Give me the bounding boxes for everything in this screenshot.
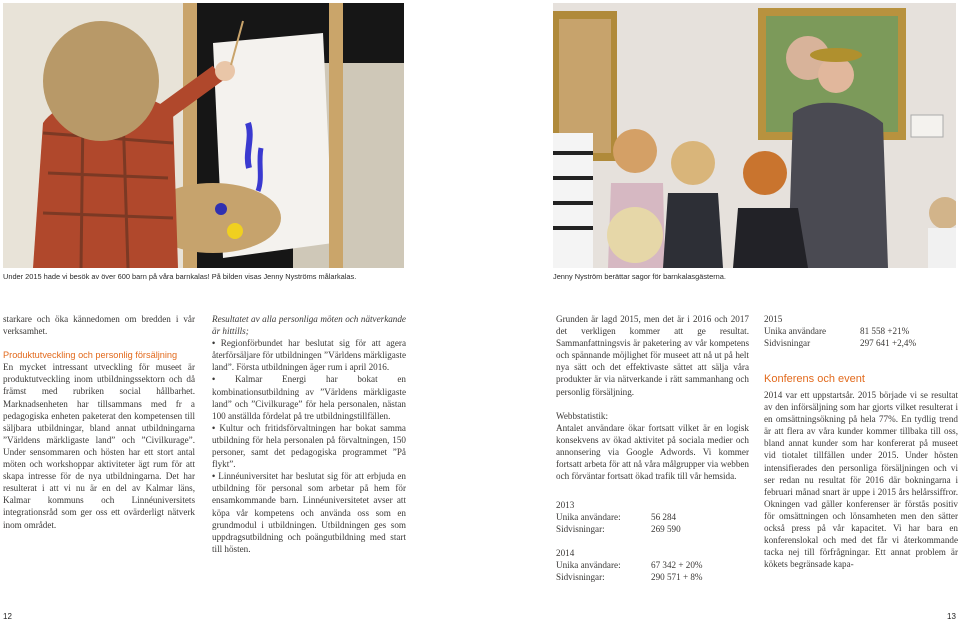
bullet-icon: • — [212, 471, 219, 482]
stats-row: Unika användare: 56 284 — [556, 512, 677, 523]
stats-row: Sidvisningar 297 641 +2,4% — [764, 338, 917, 349]
col1-intro: starkare och öka kännedomen om bredden i vår verksamhet. — [3, 314, 195, 337]
stats-row: Unika användare: 67 342 + 20% — [556, 560, 703, 571]
stats-row: Sidvisningar: 269 590 — [556, 524, 681, 535]
stats-row: Unika användare 81 558 +21% — [764, 326, 910, 337]
text-column-2 — [212, 313, 406, 555]
stats-year-2013: 2013 — [556, 500, 575, 510]
bullet-icon: • — [212, 374, 235, 385]
col2-bullet-2: • Kalmar Energi har bokat en kombinationsutbildning av ”Världens märkligaste land” och ”Civilkurage” för hela personalen, nästan 100 anställda fördelat på tre utbildningstillfällen. — [212, 374, 406, 421]
stats-row: Sidvisningar: 290 571 + 8% — [556, 572, 703, 583]
col2-intro: Resultatet av alla personliga möten och nätverkande är hittills; — [212, 314, 406, 337]
left-photo-caption: Under 2015 hade vi besök av över 600 barn på våra barnkalas! På bilden visas Jenny Nyströms målarkalas. — [3, 272, 357, 281]
col1-paragraph: En mycket intressant utveckling för museet är produktutveckling inom utbildningssektorn och då främst med rubriken social hållbarhet. Marknadsenheten har tillsammans med fr a pedagogiska enheten paketerat den kompetensen till säljbara utbildningar, bland annat utbildningarna ”Världens märkligaste land” och ”Civilkurage”. Under sensommaren och hösten har ett stort antal möten och workshoppar aktiviteter ägt rum för att skapa intresse för de nya utbildningarna. Det har resulterat i att vi nu är en del av Kalmar läns, Kalmar kommuns och Linnéuniversitets integrationsråd som ger oss ett ovärderligt nätverk inom området. — [3, 362, 195, 530]
bullet-icon: • — [212, 422, 220, 433]
col3-paragraph-1: Grunden är lagd 2015, men det är i 2016 och 2017 det verkligen kommer att ge resultat. Sammanfattningsvis är paketering av vår kompetens och spännande möjlighet för museet att nå ut på helt nya sätt och det effektivaste sättet att sälja våra produkter är via nätverkande i rätt sammanhang och personlig försäljning. — [556, 314, 749, 397]
stats-year-2015: 2015 — [764, 314, 783, 324]
col4-paragraph: 2014 var ett uppstartsår. 2015 började vi se resultat av den införsäljning som har gjorts vilket resulterat i en omsättningsökning på hela 77%. En tydlig trend är att flera av våra kunder kommer tillbaka till oss, bland annat kunder som har konfererat på museet vid tiotalet tillfällen under 2015. Under hösten intensifierades den personliga försäljningen och vi ser redan nu resultat för 2016 där bokningarna i februari månad snart är uppe i 2015 års helårssiffror. Okningen vad gäller konferenser är förstås positiv för omsättningen och lönsamheten men den sätter också press på vår kapacitet. Vi har bara en konferenslokal och med det får vi återkommande tacka nej till förfrågningar. Ett annat problem är kökets begränsade kapa- — [764, 390, 958, 570]
text-column-4 — [764, 372, 958, 570]
col2-bullet-3: • Kultur och fritidsförvaltningen har bokat samma utbildning för hela personalen på förvaltningen, 150 personer, samt det pedagogiska programmet ”På flykt”. — [212, 422, 406, 470]
col4-heading: Konferens och event — [764, 373, 865, 385]
storytelling-photo — [553, 3, 956, 268]
stats-block-2013-2014 — [556, 499, 749, 584]
col2-bullet-4: • Linnéuniversitet har beslutat sig för att erbjuda en utbildning för personal som arbetar på hem för ensamkommande barn. Linnéuniversitetet avser att köpa vår kompetens och använda oss som en grundmodul i utbildningen. Utbildningen ges som uppdragsutbildning och poängutbildning med start till hösten. — [212, 471, 406, 554]
bullet-icon: • — [212, 338, 221, 349]
stats-block-2015 — [764, 313, 958, 349]
col1-heading: Produktutveckling och personlig försäljning — [3, 350, 178, 361]
col2-bullet-1: • Regionförbundet har beslutat sig för att agera återförsäljare för utbildningen ”Världens märkligaste land”. Första utbildningen äger rum i april 2016. — [212, 338, 406, 373]
col3-web-stats-label: Webbstatistik: — [556, 410, 608, 421]
stats-year-2014: 2014 — [556, 548, 575, 559]
painting-photo — [3, 3, 404, 268]
page-number-right: 13 — [947, 612, 956, 621]
text-column-1 — [3, 313, 195, 531]
painting-photo-image — [3, 3, 404, 268]
text-column-3 — [556, 313, 749, 482]
storytelling-photo-image — [553, 3, 956, 268]
col3-paragraph-2: Antalet användare ökar fortsatt vilket är en logisk konsekvens av ökad aktivitet på sociala medier och annonsering via Google Adwords. Vi kommer fortsatt arbeta för att nå våra målgrupper via webben och förväntar fortsatt ökad trafik till vår hemsida. — [556, 422, 749, 482]
page-number-left: 12 — [3, 612, 12, 621]
right-photo-caption: Jenny Nyström berättar sagor för barnkalasgästerna. — [553, 272, 726, 281]
